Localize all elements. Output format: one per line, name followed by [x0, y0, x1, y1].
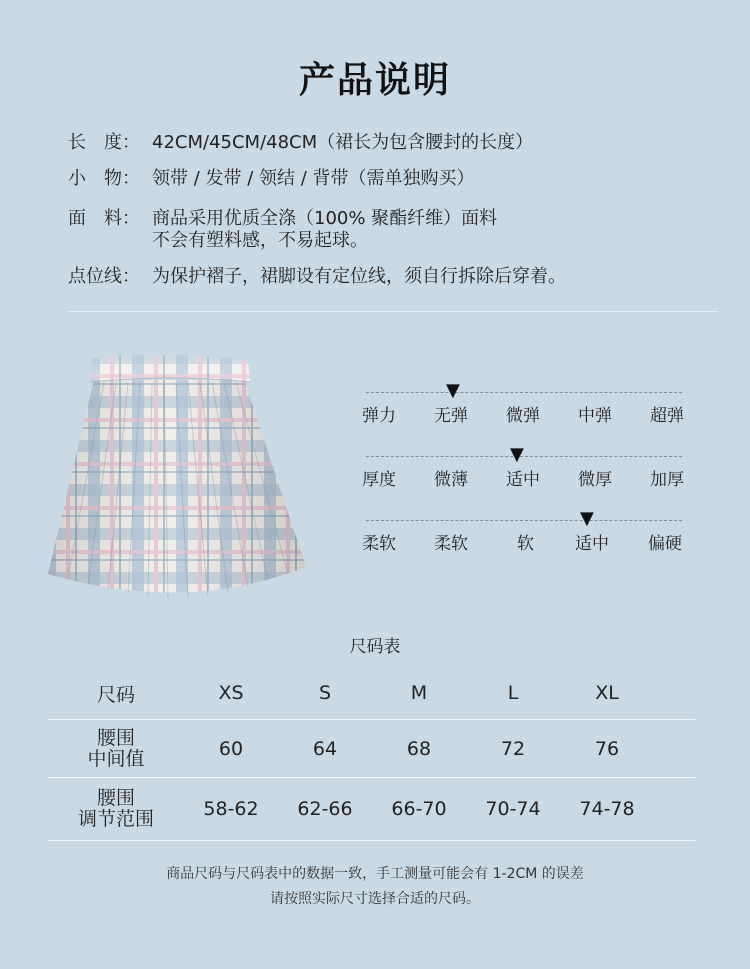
table-cell: 72 — [466, 720, 560, 778]
plaid-skirt-image — [44, 352, 316, 612]
scale-indicator-icon: ▼ — [580, 508, 594, 529]
scale-option: 适中 — [506, 470, 540, 490]
size-chart-header-row — [48, 667, 696, 720]
scale-name: 弹力 — [362, 406, 396, 426]
table-cell: 66-70 — [372, 778, 466, 841]
table-row — [48, 778, 696, 841]
scale-option: 微厚 — [578, 470, 612, 490]
spec-value: 领带 / 发带 / 领结 / 背带（需单独购买） — [152, 168, 475, 189]
header-cell: XS — [218, 682, 244, 704]
spec-positioning-line — [68, 266, 566, 288]
scale-option: 中弹 — [578, 406, 612, 426]
scale-option: 无弹 — [434, 406, 468, 426]
header-cell: XL — [595, 682, 619, 704]
row-label-line: 腰围 — [96, 726, 135, 749]
scale-option: 微薄 — [434, 470, 468, 490]
spec-label: 点位线： — [68, 266, 140, 287]
scale-option: 软 — [517, 534, 534, 554]
row-label-line: 腰围 — [96, 787, 135, 809]
row-label — [48, 720, 184, 778]
softness-scale — [362, 508, 702, 572]
size-chart-title: 尺码表 — [349, 637, 401, 657]
row-label-line: 调节范围 — [77, 808, 154, 830]
scale-option: 适中 — [575, 534, 609, 554]
table-cell: 70-74 — [466, 778, 560, 841]
scale-indicator-icon: ▼ — [446, 380, 460, 401]
spec-label: 面 料： — [68, 208, 140, 229]
scale-line — [366, 456, 682, 457]
page-title: 产品说明 — [298, 59, 451, 101]
table-cell: 58-62 — [184, 778, 278, 841]
scale-option: 超弹 — [650, 406, 684, 426]
table-cell: 64 — [278, 720, 372, 778]
elasticity-scale — [362, 380, 702, 444]
spec-accessories — [68, 168, 475, 190]
spec-value: 商品采用优质全涤（100% 聚酯纤维）面料 — [152, 208, 498, 229]
row-label-line: 中间值 — [87, 747, 145, 770]
header-cell: 尺码 — [96, 683, 135, 706]
table-cell: 68 — [372, 720, 466, 778]
scale-option: 加厚 — [650, 470, 684, 490]
scale-name: 厚度 — [362, 470, 396, 490]
scale-option: 微弹 — [506, 406, 540, 426]
spec-value: 42CM/45CM/48CM（裙长为包含腰封的长度） — [152, 132, 534, 153]
spec-label: 长 度： — [68, 132, 140, 153]
measurement-note: 商品尺码与尺码表中的数据一致，手工测量可能会有 1-2CM 的误差 — [166, 866, 584, 882]
table-row — [48, 720, 696, 778]
scale-name: 柔软 — [362, 534, 396, 554]
table-cell: 60 — [184, 720, 278, 778]
thickness-scale — [362, 444, 702, 508]
spec-label: 小 物： — [68, 168, 140, 189]
scale-indicator-icon: ▼ — [510, 444, 524, 465]
header-cell: M — [410, 682, 428, 704]
table-cell: 76 — [560, 720, 654, 778]
divider — [68, 311, 718, 312]
header-cell: S — [318, 682, 332, 704]
scale-line — [366, 392, 682, 393]
spec-length — [68, 132, 533, 154]
size-chart-table — [48, 667, 696, 841]
scale-option: 柔软 — [434, 534, 468, 554]
table-cell: 74-78 — [560, 778, 654, 841]
spec-value: 为保护褶子，裙脚设有定位线，须自行拆除后穿着。 — [152, 266, 566, 287]
header-cell: L — [507, 682, 519, 704]
scale-option: 偏硬 — [648, 534, 682, 554]
size-advice-note: 请按照实际尺寸选择合适的尺码。 — [270, 891, 480, 907]
table-cell: 62-66 — [278, 778, 372, 841]
scale-line — [366, 520, 682, 521]
row-label — [48, 778, 184, 841]
spec-value: 不会有塑料感，不易起球。 — [152, 230, 368, 251]
spec-fabric — [68, 208, 497, 252]
